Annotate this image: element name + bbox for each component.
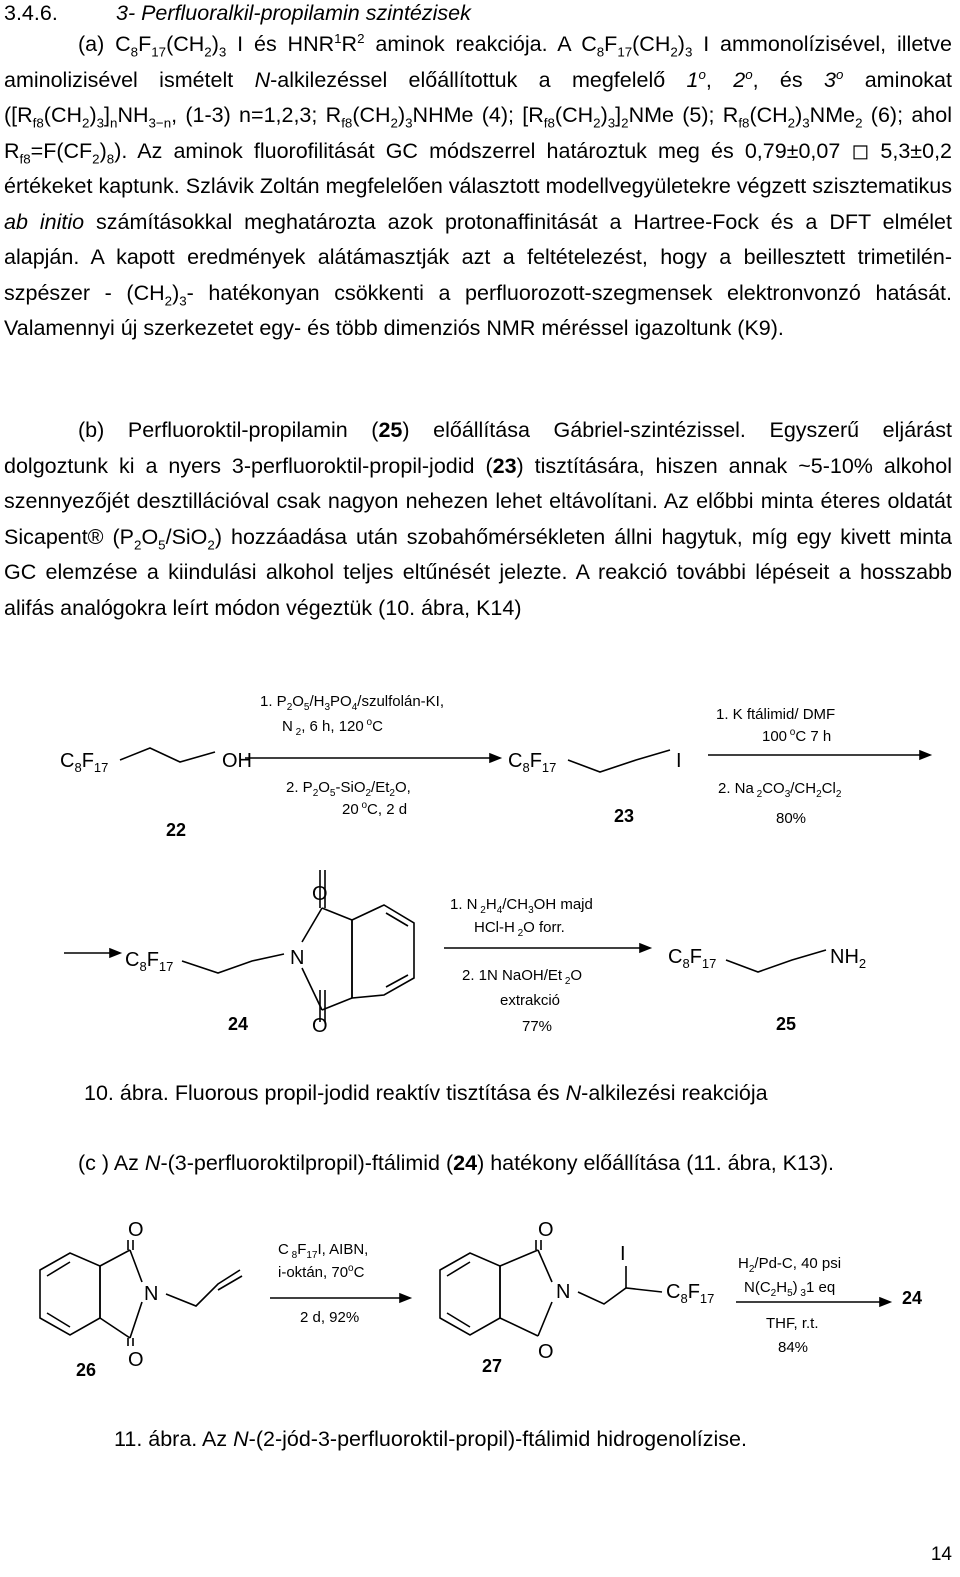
alkyl-chain xyxy=(182,954,284,973)
alkyl-chain xyxy=(726,950,826,972)
oxygen-label: O xyxy=(312,1015,328,1037)
step1-reagent-line2: i-oktán, 70$^o$C xyxy=(278,1263,365,1281)
arrow-head xyxy=(490,754,500,762)
compound-22: 22 xyxy=(166,820,187,840)
step1-reagent-line1: C $_8F_{17}I$, AIBN, xyxy=(278,1241,369,1261)
step1-reagent-line1: 1. $P_2O_5/H_3PO_4/szulfolán-KI$, xyxy=(260,693,445,713)
oxygen-label: O xyxy=(538,1219,554,1241)
oh-group: OH xyxy=(222,750,252,772)
step2-reagent-line2: $N(C_2H_5)$ $_3$1 eq xyxy=(744,1279,836,1299)
paragraph-a: (a) $C_8F_{17}(CH_2)_3$ I és $HNR^1R^2$ aminok reakciója. A $C_8F_{17}(CH_2)_3$ I ammonolízisével, illetve aminolizisével ismételt N-alkilezéssel előállítottuk a megfelelő 1$^o$, 2$^o$, és 3$^o$ aminokat ($[R_{f8}(CH_2)_3]_nNH_{3-n}$, (1-3) n=1,2,3; $R_{f8}(CH_2)_3NHMe$ (4); $[R_{f8}(CH_2)_3]_2NMe$ (5); $R_{f8}(CH_2)_3NMe_2$ (6); ahol $R_{f8}=F(CF_2)_8$). Az aminok fluorofilitását GC módszerrel határoztuk meg és 0,79±0,07 ◻ 5,3±0,2 értékeket kaptunk. Szlávik Zoltán megfelelően választott modellvegyületekre végzett szisztematikus ab initio számításokkal meghatározta azok protonaffinitását a Hartree-Fock és a DFT elmélet alapján. A kapott eredmények alátámasztják azt a feltételezést, hogy a beillesztett trimetilén-szpészer - $(CH_2)_3-$ hatékonyan csökkenti a perfluorozott-szegmensek elektronvonzó hatását. Valamennyi új szerkezetet egy- és több dimenziós NMR méréssel igazoltunk (K9). xyxy=(4,30,952,340)
nitrogen-label: N xyxy=(144,1283,159,1305)
compound-27: 27 xyxy=(482,1356,503,1376)
page-number: 14 xyxy=(930,1544,952,1565)
step2-reagent-line3: 2. Na $_2CO_3/CH_2Cl_2$ xyxy=(718,780,842,800)
rf-chain-label: $C_8F_{17}$ xyxy=(668,946,717,971)
rf-chain-label: $C_8F_{17}$ xyxy=(125,949,174,974)
amine-group: $NH_2$ xyxy=(830,946,867,971)
section-number: 3.4.6. xyxy=(4,1,58,25)
rf-chain-label: $C_8F_{17}$ xyxy=(666,1281,715,1306)
alkyl-chain xyxy=(120,748,215,762)
figure-10-caption: 10. ábra. Fluorous propil-jodid reaktív tisztítása és N-alkilezési reakciója xyxy=(84,1081,768,1105)
oxygen-label: O xyxy=(538,1341,554,1363)
step2-yield: 84% xyxy=(778,1339,809,1356)
step3-reagent-line1: 1. N $_2H_4/CH_3OH$ majd xyxy=(450,896,593,916)
alkyl-chain xyxy=(568,750,670,772)
rf-chain-label: $C_8F_{17}$ xyxy=(60,750,109,775)
compound-23: 23 xyxy=(614,806,635,826)
arrow-head xyxy=(880,1298,890,1306)
oxygen-label: O xyxy=(128,1219,144,1241)
paragraph-c: (c ) Az N-(3-perfluoroktilpropil)-ftálimid (24) hatékony előállítása (11. ábra, K13). xyxy=(78,1151,835,1175)
step2-reagent-line3: THF, r.t. xyxy=(766,1315,819,1332)
compound-24: 24 xyxy=(228,1014,249,1034)
step3-reagent-line4: extrakció xyxy=(500,992,561,1009)
figure-11-scheme xyxy=(0,1200,960,1400)
compound-25: 25 xyxy=(776,1014,797,1034)
oxygen-label: O xyxy=(312,883,328,905)
arrow-head xyxy=(110,949,120,957)
alkyl-chain xyxy=(578,1288,662,1304)
arrow-head xyxy=(400,1294,410,1302)
compound-26: 26 xyxy=(76,1360,97,1380)
step1-reagent-line4: 20 $^o$C, 2 d xyxy=(342,800,408,818)
iodine-label: I xyxy=(620,1243,626,1265)
step2-reagent-line1: 1. K ftálimid/ DMF xyxy=(716,706,836,723)
rf-chain-label: $C_8F_{17}$ xyxy=(508,750,557,775)
step3-reagent-line3: 2. 1N NaOH/Et $_2$O xyxy=(462,967,583,987)
figure-11-caption: 11. ábra. Az N-(2-jód-3-perfluoroktil-propil)-ftálimid hidrogenolízise. xyxy=(114,1427,747,1451)
step2-yield: 80% xyxy=(776,810,807,827)
step1-reagent-line3: 2. $P_2O_5-SiO_2/Et_2O$, xyxy=(286,779,411,799)
step3-yield: 77% xyxy=(522,1018,553,1035)
nitrogen-label: N xyxy=(556,1281,571,1303)
oxygen-label: O xyxy=(128,1349,144,1371)
step1-reagent-line2: N $_2$, 6 h, 120 $^o$C xyxy=(282,717,383,738)
paragraph-b: (b) Perfluoroktil-propilamin (25) előállítása Gábriel-szintézissel. Egyszerű eljárást dolgoztunk ki a nyers 3-perfluoroktil-propil-jodid (23) tisztítására, hiszen annak ~5-10% alkohol szennyezőjét desztillációval csak nagyon nehezen lehet eltávolítani. Az előbbi minta éteres oldatát Sicapent® $(P_2O_5/SiO_2)$ hozzáadása után szobahőmérsékleten állni hagytuk, míg egy kivett minta GC elemzése a kiindulási alkohol teljes eltűnését jelezte. A reakció további lépéseit a hosszabb alifás analógokra leírt módon végeztük (10. ábra, K14) xyxy=(4,418,952,620)
figure-10-scheme xyxy=(0,680,960,1060)
section-title: 3- Perfluoralkil-propilamin szintézisek xyxy=(116,1,471,25)
step2-reagent-line1: $H_2/Pd-C$, 40 psi xyxy=(738,1255,842,1275)
double-bond xyxy=(218,1276,242,1290)
iodine-label: I xyxy=(676,750,682,772)
compound-24: 24 xyxy=(902,1288,923,1308)
nitrogen-label: N xyxy=(290,947,305,969)
step2-reagent-line2: 100 $^o$C 7 h xyxy=(762,727,832,745)
step1-reagent-line3: 2 d, 92% xyxy=(300,1309,360,1326)
arrow-head xyxy=(920,751,930,759)
step3-reagent-line2: HCl-H $_2$O forr. xyxy=(474,919,565,939)
arrow-head xyxy=(640,944,650,952)
phthalimide-ring xyxy=(40,1240,142,1346)
phthalimide-ring xyxy=(440,1240,552,1336)
allyl-chain xyxy=(166,1270,240,1306)
